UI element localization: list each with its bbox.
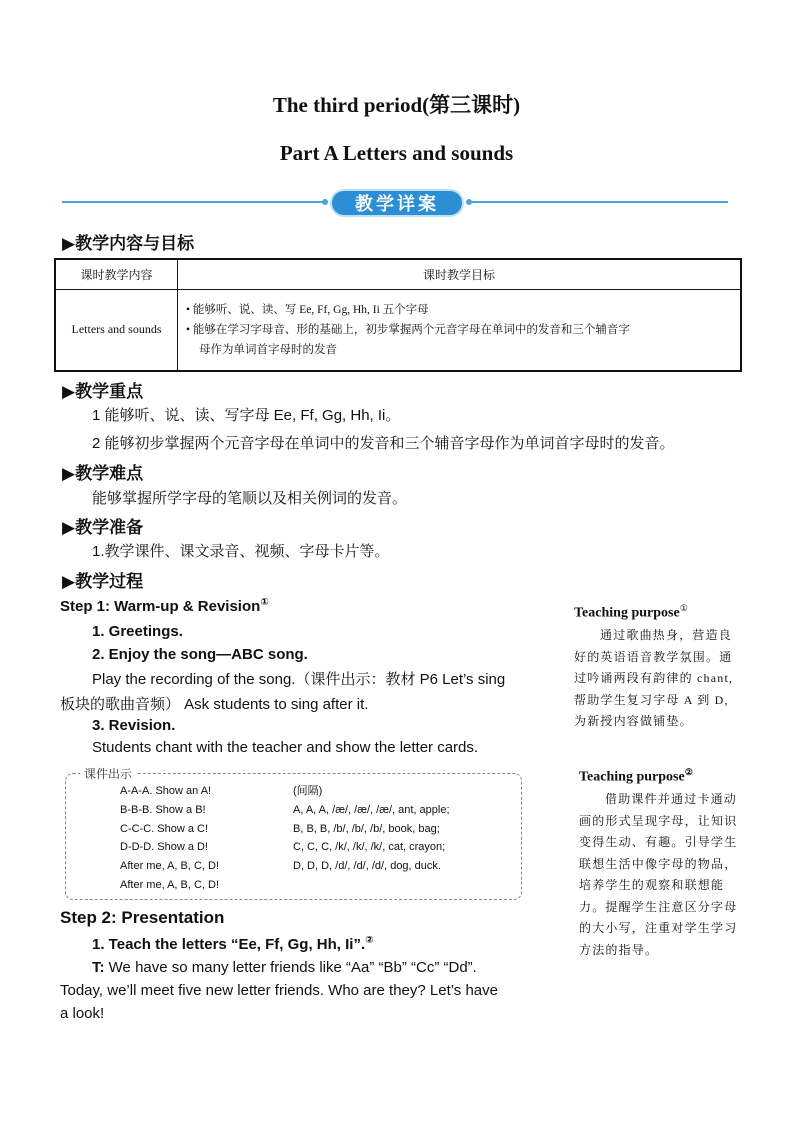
chant-line: B-B-B. Show a B! [120,803,206,816]
step1-footnote-mark: ① [260,597,269,608]
step1-song: 2. Enjoy the song—ABC song. [92,646,308,663]
table-cell-content: Letters and sounds [55,289,178,371]
table-header-goals: 课时教学目标 [178,259,742,289]
sidebar-purpose2-heading [579,767,693,786]
step2-heading: Step 2: Presentation [60,908,225,927]
step2-teach-text: 1. Teach the letters “Ee, Ff, Gg, Hh, Ii”. [92,936,366,953]
sidebar-line: 帮助学生复习字母 A 到 D, [574,692,729,707]
step2-teacher-line1 [92,959,477,976]
sidebar-line: 通过歌曲热身，营造良 [600,628,733,642]
teacher-label: T: [92,959,105,976]
goals-table [54,258,742,372]
step2-teacher-line3: a look! [60,1005,105,1022]
sidebar-line: 的大小写，注重对学生学习 [579,921,738,935]
chant-line: C-C-C. Show a C! [120,822,209,835]
section-heading-preparation: ▶教学准备 [62,518,144,537]
sidebar-purpose2-body [579,789,759,961]
chant-line: A-A-A. Show an A! [120,785,212,797]
chant-line: (间隔) [293,785,323,797]
sidebar-line: 好的英语语音教学氛围。通 [574,649,733,664]
step1-heading [60,597,269,615]
goal-item: • 能够听、说、读、写 Ee, Ff, Gg, Hh, Ii 五个字母 [186,303,429,316]
goal-item-continued: 母作为单词首字母时的发音 [199,343,337,356]
sidebar-purpose2-heading-text: Teaching purpose [579,769,685,785]
section-heading-difficulty: ▶教学难点 [62,464,144,483]
sidebar-line: 联想生活中像字母的物品， [579,856,738,871]
sidebar-line: 变得生动、有趣。引导学生 [579,835,738,849]
teacher-line-text: We have so many letter friends like “Aa” “Bb” “Cc” “Dd”. [104,959,477,976]
goal-text: 能够听、说、读、写 Ee, Ff, Gg, Hh, Ii 五个字母 [192,303,429,316]
chant-line: C, C, C, /k/, /k/, /k/, cat, crayon; [293,841,446,854]
step1-chant-instruction: Students chant with the teacher and show the letter cards. [92,739,479,756]
banner-badge [330,189,464,217]
goal-text: 能够在学习字母音、形的基础上，初步掌握两个元音字母在单词中的发音和三个辅音字 [192,323,630,336]
step2-teacher-line2: Today, we’ll meet five new letter friends. Who are they? Let’s have [60,982,498,999]
sidebar-line: 方法的指导。 [579,942,659,957]
sidebar-line: 力。提醒学生注意区分字母 [579,899,738,914]
banner-dot-left [322,199,328,205]
preparation-text: 1.教学课件、课文录音、视频、字母卡片等。 [92,543,390,560]
banner-text: 教学详案 [355,194,439,214]
step1-heading-text: Step 1: Warm-up & Revision [60,598,261,615]
sidebar-purpose2-mark: ② [684,767,693,777]
page-title: The third period(第三课时) [272,93,521,117]
goal-item: • 能够在学习字母音、形的基础上，初步掌握两个元音字母在单词中的发音和三个辅音字 [186,323,630,336]
section-heading-process: ▶教学过程 [62,572,144,591]
chant-left-column [120,782,219,895]
step1-play-line2: 板块的歌曲音频） Ask students to sing after it. [60,696,369,713]
step2-teach-letters [92,935,374,953]
sidebar-line: 培养学生的观察和联想能 [579,878,725,892]
sidebar-line: 过吟诵两段有韵律的 chant, [574,671,734,685]
chant-line: D-D-D. Show a D! [120,841,209,854]
banner-line-left [62,201,327,203]
page-subtitle: Part A Letters and sounds [279,141,514,165]
chant-line: D, D, D, /d/, /d/, /d/, dog, duck. [293,860,441,873]
key-point-2: 2 能够初步掌握两个元音字母在单词中的发音和三个辅音字母作为单词首字母时的发音。 [92,435,675,452]
chant-line: After me, A, B, C, D! [120,860,220,873]
chant-right-column [293,782,450,876]
step2-footnote-mark: ② [365,935,374,946]
sidebar-purpose1-mark: ① [679,603,688,613]
sidebar-purpose1-body [574,625,754,733]
chant-line: After me, A, B, C, D! [120,878,220,891]
banner-line-right [470,201,728,203]
table-cell-goals [178,289,742,371]
step1-greetings: 1. Greetings. [92,623,183,640]
section-heading-goals: ▶教学内容与目标 [62,234,195,253]
chant-line: A, A, A, /æ/, /æ/, /æ/, ant, apple; [293,803,450,816]
sidebar-purpose1-heading-text: Teaching purpose [574,605,680,621]
sidebar-line: 为新授内容做铺垫。 [574,714,693,728]
section-heading-key-points: ▶教学重点 [62,382,144,401]
sidebar-line: 画的形式呈现字母，让知识 [579,813,738,828]
step1-play-line1: Play the recording of the song.（课件出示：教材 P6 Let’s sing [92,671,506,688]
difficulty-text: 能够掌握所学字母的笔顺以及相关例词的发音。 [92,490,408,507]
courseware-label: 课件出示 [80,765,136,782]
sidebar-purpose1-heading [574,603,688,622]
key-point-1: 1 能够听、说、读、写字母 Ee, Ff, Gg, Hh, Ii。 [92,407,401,424]
sidebar-line: 借助课件并通过卡通动 [605,792,738,806]
step1-revision: 3. Revision. [92,717,176,734]
table-header-content: 课时教学内容 [55,259,178,289]
chant-line: B, B, B, /b/, /b/, /b/, book, bag; [293,822,440,835]
